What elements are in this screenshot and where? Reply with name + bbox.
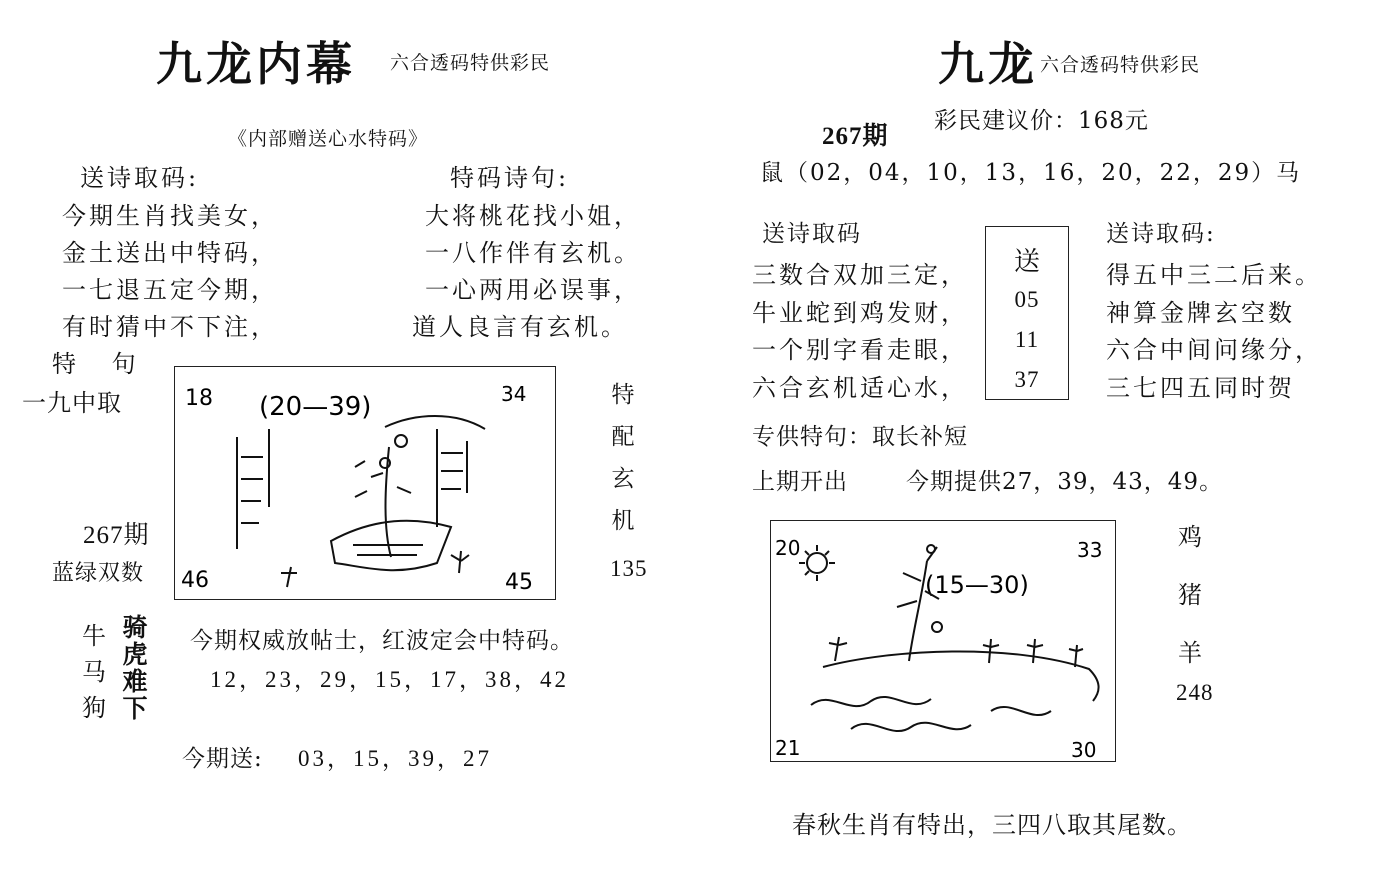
left-poem-line: 有时猜中不下注， xyxy=(62,313,278,341)
right-vertical-number: 248 xyxy=(1176,680,1214,705)
left-riddle-char: 骑 xyxy=(122,613,148,642)
right-poem-right-line: 六合中间问缘分， xyxy=(1106,336,1322,364)
right-zodiac: 鸡 xyxy=(1178,523,1202,551)
right-zodiac: 羊 xyxy=(1178,639,1202,667)
right-send-number: 11 xyxy=(1014,327,1040,352)
left-vertical-char: 机 xyxy=(611,508,635,534)
left-vertical-hint xyxy=(608,374,638,542)
right-corner-tl: 20 xyxy=(775,536,801,560)
left-special-heading: 特 句 xyxy=(52,350,150,378)
right-poem-line: 一个别字看走眼， xyxy=(752,336,968,364)
left-today-send-numbers: 03，15，39，27 xyxy=(298,746,492,771)
right-send-label: 送 xyxy=(1013,247,1040,277)
left-poem-right-heading: 特码诗句: xyxy=(450,164,570,192)
left-hint-drawing xyxy=(174,366,556,600)
left-zodiacs xyxy=(80,618,108,726)
left-poem-right-line: 一心两用必误事， xyxy=(425,276,641,304)
right-vertical-zodiacs xyxy=(1174,508,1206,682)
right-poem-line: 六合玄机适心水， xyxy=(752,374,968,402)
right-drawing-svg xyxy=(771,521,1115,761)
left-subtitle: 六合透码特供彩民 xyxy=(390,52,551,74)
left-drawing-svg xyxy=(175,367,555,599)
left-special-phrase: 一九中取 xyxy=(22,389,122,417)
right-poem-line: 牛业蛇到鸡发财， xyxy=(752,299,968,327)
left-riddle-char: 虎 xyxy=(122,640,148,669)
right-last-issue-label: 上期开出 xyxy=(752,469,848,495)
left-range-label: (20—39) xyxy=(259,392,372,422)
right-send-number: 37 xyxy=(1014,367,1040,392)
left-zodiac: 狗 xyxy=(82,694,106,722)
left-corner-tl: 18 xyxy=(185,386,213,411)
left-today-send-label: 今期送: xyxy=(182,746,263,772)
right-poem-right-heading: 送诗取码: xyxy=(1106,221,1216,247)
right-this-issue-line: 今期提供27，39，43，49。 xyxy=(906,469,1224,495)
right-footer: 春秋生肖有特出，三四八取其尾数。 xyxy=(792,811,1192,839)
right-send-number: 05 xyxy=(1014,287,1040,312)
right-poem-right-line: 神算金牌玄空数 xyxy=(1106,299,1295,327)
right-special-line: 专供特句：取长补短 xyxy=(752,424,968,450)
right-corner-br: 30 xyxy=(1071,738,1097,761)
left-sketch-strokes xyxy=(237,416,485,587)
left-vertical-number: 135 xyxy=(610,556,648,581)
right-range-label: (15—30) xyxy=(925,571,1029,599)
left-corner-bl: 46 xyxy=(181,568,209,593)
left-corner-tr: 34 xyxy=(501,382,527,406)
left-riddle-char: 难 xyxy=(122,667,148,696)
left-banner: 《内部赠送心水特码》 xyxy=(228,128,429,150)
right-issue: 267期 xyxy=(822,123,889,150)
left-title: 九龙内幕 xyxy=(156,37,356,91)
left-riddle xyxy=(118,614,152,722)
right-corner-bl: 21 xyxy=(775,736,801,760)
left-poem-line: 今期生肖找美女， xyxy=(62,202,278,230)
right-corner-tr: 33 xyxy=(1077,538,1103,562)
left-zodiac: 马 xyxy=(82,658,106,686)
left-vertical-char: 特 xyxy=(611,382,635,408)
left-tip-line: 今期权威放帖士，红波定会中特码。 xyxy=(190,628,574,654)
left-corner-br: 45 xyxy=(505,570,533,595)
right-poem-heading: 送诗取码 xyxy=(762,221,862,247)
right-subtitle: 六合透码特供彩民 xyxy=(1040,54,1201,76)
left-poem-right-line: 一八作伴有玄机。 xyxy=(425,239,641,267)
left-zodiac: 牛 xyxy=(82,622,106,650)
right-poem-line: 三数合双加三定， xyxy=(752,261,968,289)
right-poem-right-line: 三七四五同时贺 xyxy=(1106,374,1295,402)
right-title: 九龙 xyxy=(938,37,1038,91)
right-poem-right-line: 得五中三二后来。 xyxy=(1106,261,1322,289)
left-issue: 267期 xyxy=(83,522,150,549)
right-range-line: 鼠（02，04，10，13，16，20，22，29）马 xyxy=(760,160,1302,186)
left-vertical-char: 配 xyxy=(611,424,635,450)
right-zodiac: 猪 xyxy=(1178,581,1202,609)
right-hint-drawing xyxy=(770,520,1116,762)
left-color-hint: 蓝绿双数 xyxy=(52,561,145,586)
right-send-box xyxy=(985,226,1069,400)
left-poem-line: 金土送出中特码， xyxy=(62,239,278,267)
left-poem-heading: 送诗取码: xyxy=(80,164,200,192)
left-riddle-char: 下 xyxy=(122,694,148,723)
left-poem-line: 一七退五定今期， xyxy=(62,276,278,304)
left-poem-right-line: 大将桃花找小姐， xyxy=(425,202,641,230)
left-poem-right-line: 道人良言有玄机。 xyxy=(412,313,628,341)
left-tip-numbers: 12，23，29，15，17，38，42 xyxy=(210,667,569,692)
left-vertical-char: 玄 xyxy=(611,466,635,492)
right-price: 彩民建议价：168元 xyxy=(934,108,1149,134)
